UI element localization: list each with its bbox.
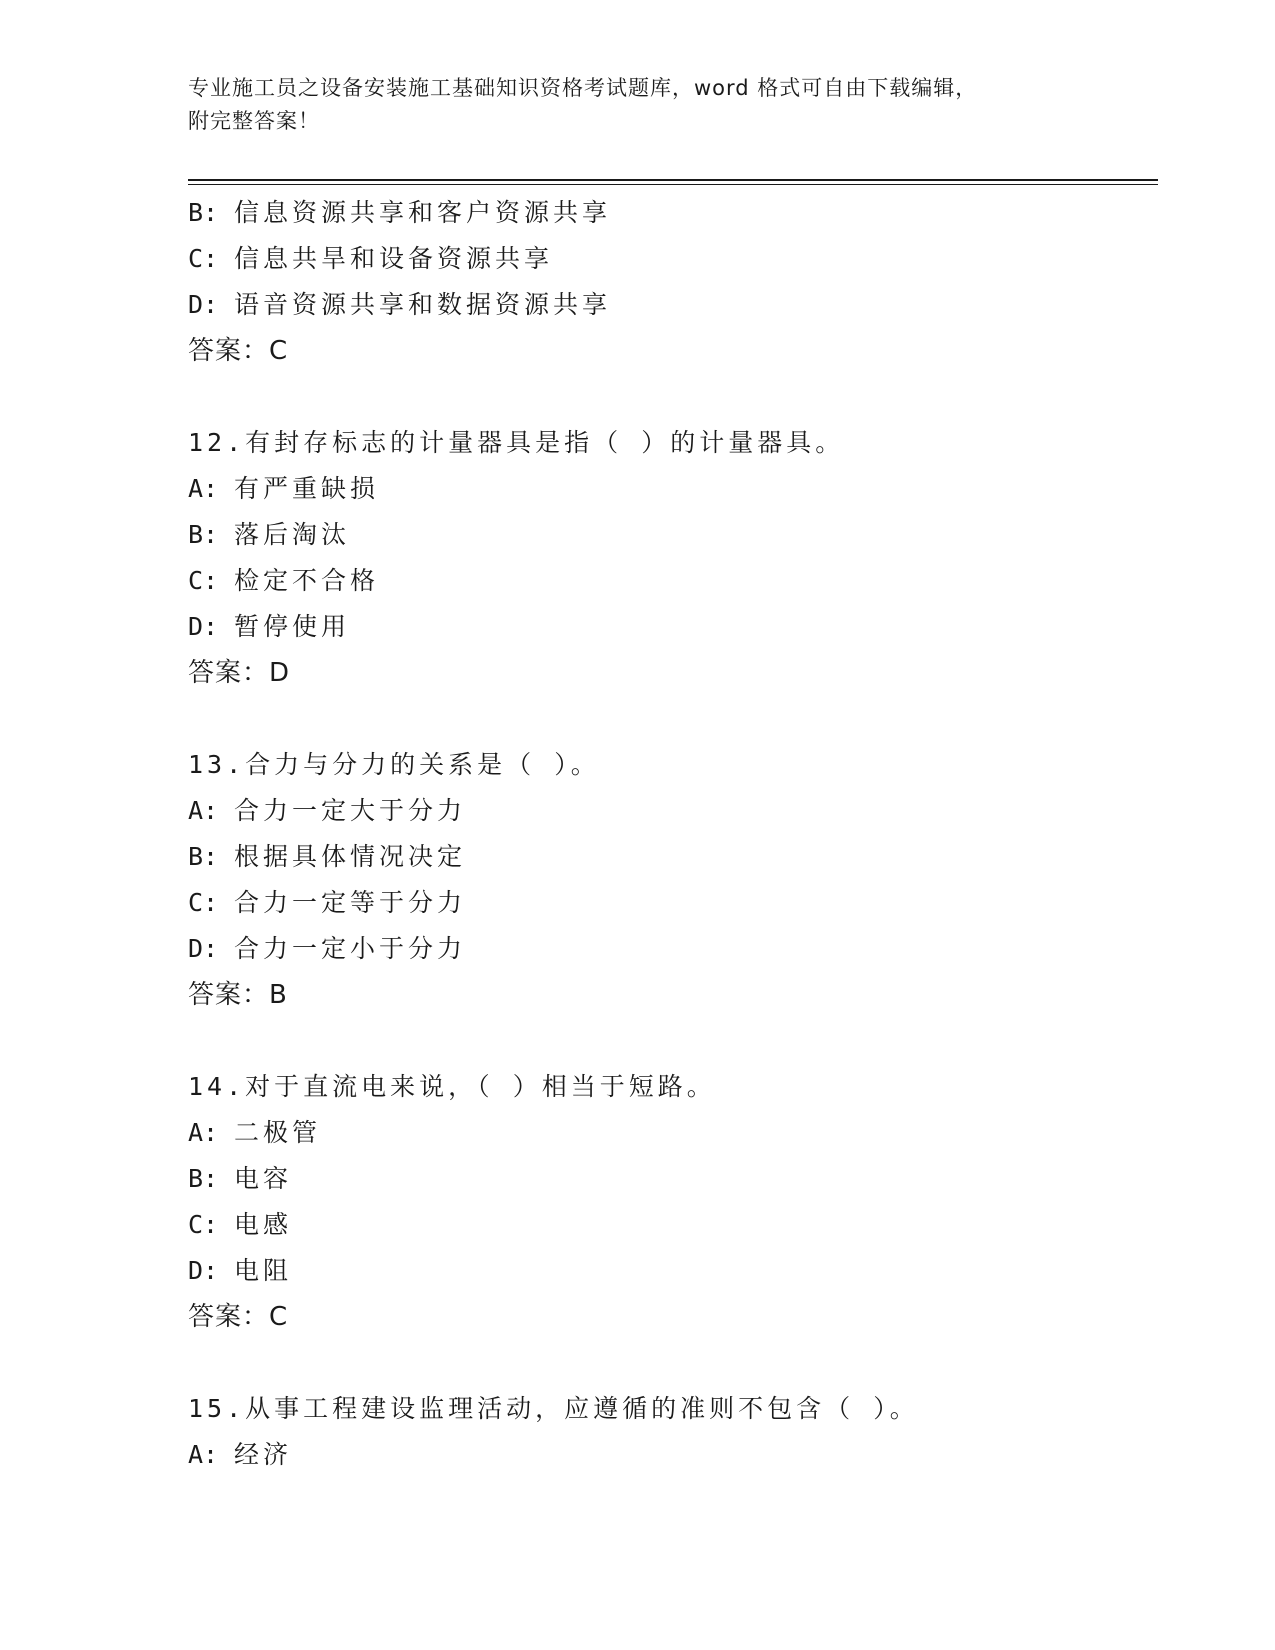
option-a — [188, 1432, 1148, 1478]
option-label: A: — [188, 1118, 219, 1147]
question-15 — [188, 1386, 1148, 1478]
option-text: 电阻 — [234, 1256, 293, 1285]
option-label: D: — [188, 290, 219, 319]
question-stem: 15.从事工程建设监理活动，应遵循的准则不包含（ ）。 — [188, 1394, 919, 1423]
option-c — [188, 558, 1148, 604]
option-label: C: — [188, 1210, 219, 1239]
option-text: 暂停使用 — [234, 612, 351, 641]
option-label: C: — [188, 566, 219, 595]
spacer — [188, 374, 1148, 420]
option-label: B: — [188, 842, 219, 871]
option-text: 二极管 — [234, 1118, 322, 1147]
header-divider-thick — [188, 179, 1158, 181]
option-a — [188, 788, 1148, 834]
header-divider-thin — [188, 184, 1158, 185]
option-label: B: — [188, 520, 219, 549]
option-text: 信息共旱和设备资源共享 — [234, 244, 554, 273]
option-d — [188, 604, 1148, 650]
option-text: 有严重缺损 — [234, 474, 380, 503]
option-text: 信息资源共享和客户资源共享 — [234, 198, 612, 227]
option-text: 语音资源共享和数据资源共享 — [234, 290, 612, 319]
option-text: 经济 — [234, 1440, 293, 1469]
question-stem: 12.有封存标志的计量器具是指（ ）的计量器具。 — [188, 428, 845, 457]
option-c — [188, 1202, 1148, 1248]
answer-line: 答案：B — [188, 980, 288, 1010]
option-d — [188, 1248, 1148, 1294]
spacer — [188, 1340, 1148, 1386]
header-line-1: 专业施工员之设备安装施工基础知识资格考试题库，word 格式可自由下载编辑， — [188, 76, 978, 100]
option-a — [188, 1110, 1148, 1156]
answer-line: 答案：C — [188, 336, 289, 366]
option-text: 电容 — [234, 1164, 293, 1193]
option-label: C: — [188, 888, 219, 917]
option-text: 合力一定等于分力 — [234, 888, 467, 917]
option-b — [188, 512, 1148, 558]
option-d — [188, 926, 1148, 972]
option-c — [188, 236, 1148, 282]
option-c — [188, 880, 1148, 926]
option-label: A: — [188, 1440, 219, 1469]
spacer — [188, 1018, 1148, 1064]
option-label: B: — [188, 1164, 219, 1193]
question-14 — [188, 1064, 1148, 1340]
option-text: 落后淘汰 — [234, 520, 351, 549]
option-label: A: — [188, 796, 219, 825]
option-label: D: — [188, 612, 219, 641]
option-text: 合力一定大于分力 — [234, 796, 467, 825]
spacer — [188, 696, 1148, 742]
option-b — [188, 190, 1148, 236]
option-text: 根据具体情况决定 — [234, 842, 467, 871]
option-text: 合力一定小于分力 — [234, 934, 467, 963]
option-text: 电感 — [234, 1210, 293, 1239]
option-b — [188, 834, 1148, 880]
question-stem: 13.合力与分力的关系是（ ）。 — [188, 750, 600, 779]
question-13 — [188, 742, 1148, 1018]
question-11-continued — [188, 190, 1148, 374]
option-label: D: — [188, 1256, 219, 1285]
question-stem: 14.对于直流电来说，（ ）相当于短路。 — [188, 1072, 716, 1101]
option-a — [188, 466, 1148, 512]
option-d — [188, 282, 1148, 328]
header-line-2: 附完整答案！ — [188, 109, 320, 133]
option-label: A: — [188, 474, 219, 503]
option-label: C: — [188, 244, 219, 273]
question-12 — [188, 420, 1148, 696]
option-label: D: — [188, 934, 219, 963]
option-text: 检定不合格 — [234, 566, 380, 595]
answer-line: 答案：D — [188, 658, 291, 688]
question-list — [188, 190, 1148, 1478]
option-label: B: — [188, 198, 219, 227]
option-b — [188, 1156, 1148, 1202]
answer-line: 答案：C — [188, 1302, 289, 1332]
document-header — [188, 72, 1088, 138]
